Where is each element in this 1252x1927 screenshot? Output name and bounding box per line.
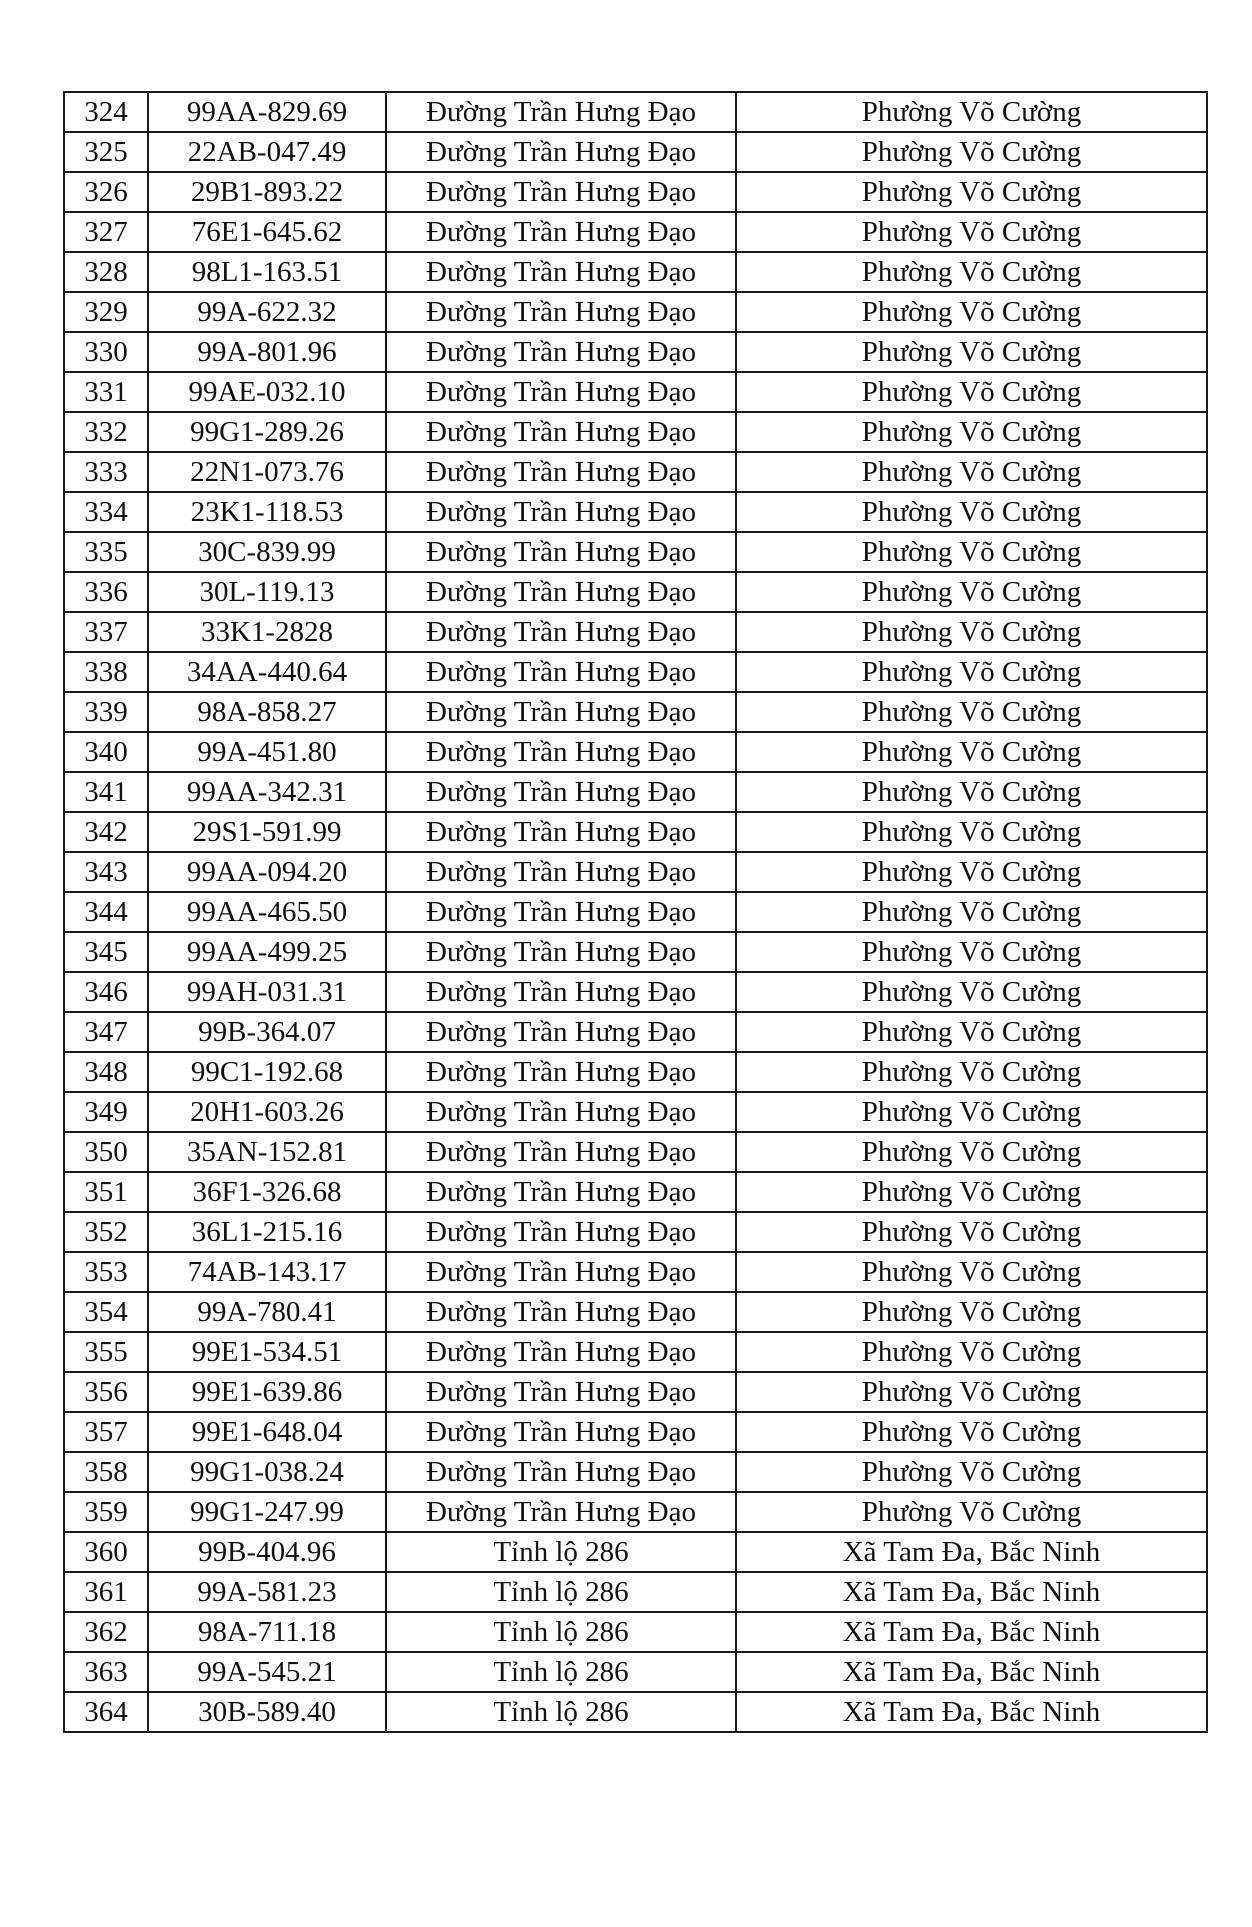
license-plate-cell: 99E1-639.86 [148, 1372, 386, 1412]
table-row [64, 1212, 1207, 1252]
ward-name-cell: Phường Võ Cường [736, 1332, 1207, 1372]
ward-name-cell: Phường Võ Cường [736, 212, 1207, 252]
road-name-cell: Đường Trần Hưng Đạo [386, 492, 736, 532]
row-number-cell: 330 [64, 332, 148, 372]
row-number-cell: 363 [64, 1652, 148, 1692]
ward-name-cell: Phường Võ Cường [736, 1372, 1207, 1412]
license-plate-cell: 99G1-038.24 [148, 1452, 386, 1492]
ward-name-cell: Phường Võ Cường [736, 1212, 1207, 1252]
row-number-cell: 343 [64, 852, 148, 892]
ward-name-cell: Xã Tam Đa, Bắc Ninh [736, 1612, 1207, 1652]
road-name-cell: Tỉnh lộ 286 [386, 1692, 736, 1732]
table-row [64, 1332, 1207, 1372]
license-plate-cell: 98L1-163.51 [148, 252, 386, 292]
license-plate-cell: 99G1-289.26 [148, 412, 386, 452]
table-row [64, 1492, 1207, 1532]
license-plate-cell: 99B-404.96 [148, 1532, 386, 1572]
license-plate-cell: 22AB-047.49 [148, 132, 386, 172]
ward-name-cell: Phường Võ Cường [736, 612, 1207, 652]
row-number-cell: 358 [64, 1452, 148, 1492]
license-plate-cell: 98A-858.27 [148, 692, 386, 732]
row-number-cell: 345 [64, 932, 148, 972]
violations-table [63, 91, 1208, 1733]
license-plate-cell: 99A-451.80 [148, 732, 386, 772]
table-row [64, 1092, 1207, 1132]
table-row [64, 972, 1207, 1012]
row-number-cell: 325 [64, 132, 148, 172]
road-name-cell: Đường Trần Hưng Đạo [386, 172, 736, 212]
row-number-cell: 326 [64, 172, 148, 212]
road-name-cell: Đường Trần Hưng Đạo [386, 332, 736, 372]
row-number-cell: 337 [64, 612, 148, 652]
ward-name-cell: Phường Võ Cường [736, 812, 1207, 852]
table-row [64, 1452, 1207, 1492]
row-number-cell: 353 [64, 1252, 148, 1292]
road-name-cell: Đường Trần Hưng Đạo [386, 1092, 736, 1132]
ward-name-cell: Xã Tam Đa, Bắc Ninh [736, 1572, 1207, 1612]
row-number-cell: 360 [64, 1532, 148, 1572]
row-number-cell: 359 [64, 1492, 148, 1532]
license-plate-cell: 29S1-591.99 [148, 812, 386, 852]
road-name-cell: Đường Trần Hưng Đạo [386, 692, 736, 732]
road-name-cell: Đường Trần Hưng Đạo [386, 892, 736, 932]
road-name-cell: Đường Trần Hưng Đạo [386, 652, 736, 692]
row-number-cell: 328 [64, 252, 148, 292]
ward-name-cell: Phường Võ Cường [736, 1292, 1207, 1332]
license-plate-cell: 30B-589.40 [148, 1692, 386, 1732]
table-row [64, 412, 1207, 452]
ward-name-cell: Xã Tam Đa, Bắc Ninh [736, 1652, 1207, 1692]
table-row [64, 612, 1207, 652]
ward-name-cell: Phường Võ Cường [736, 1412, 1207, 1452]
table-row [64, 1692, 1207, 1732]
road-name-cell: Đường Trần Hưng Đạo [386, 1132, 736, 1172]
road-name-cell: Đường Trần Hưng Đạo [386, 732, 736, 772]
license-plate-cell: 99A-780.41 [148, 1292, 386, 1332]
license-plate-cell: 76E1-645.62 [148, 212, 386, 252]
table-row [64, 372, 1207, 412]
table-row [64, 292, 1207, 332]
ward-name-cell: Phường Võ Cường [736, 1092, 1207, 1132]
road-name-cell: Tỉnh lộ 286 [386, 1612, 736, 1652]
row-number-cell: 338 [64, 652, 148, 692]
table-row [64, 1292, 1207, 1332]
ward-name-cell: Phường Võ Cường [736, 652, 1207, 692]
road-name-cell: Đường Trần Hưng Đạo [386, 1412, 736, 1452]
ward-name-cell: Phường Võ Cường [736, 292, 1207, 332]
ward-name-cell: Phường Võ Cường [736, 1492, 1207, 1532]
row-number-cell: 333 [64, 452, 148, 492]
table-row [64, 1012, 1207, 1052]
license-plate-cell: 20H1-603.26 [148, 1092, 386, 1132]
ward-name-cell: Phường Võ Cường [736, 332, 1207, 372]
table-row [64, 1412, 1207, 1452]
table-row [64, 1172, 1207, 1212]
license-plate-cell: 36L1-215.16 [148, 1212, 386, 1252]
ward-name-cell: Phường Võ Cường [736, 412, 1207, 452]
table-row [64, 1532, 1207, 1572]
license-plate-cell: 99A-581.23 [148, 1572, 386, 1612]
ward-name-cell: Phường Võ Cường [736, 852, 1207, 892]
ward-name-cell: Xã Tam Đa, Bắc Ninh [736, 1532, 1207, 1572]
row-number-cell: 324 [64, 92, 148, 132]
road-name-cell: Đường Trần Hưng Đạo [386, 572, 736, 612]
ward-name-cell: Phường Võ Cường [736, 1452, 1207, 1492]
license-plate-cell: 99A-801.96 [148, 332, 386, 372]
table-row [64, 772, 1207, 812]
table-row [64, 452, 1207, 492]
road-name-cell: Đường Trần Hưng Đạo [386, 452, 736, 492]
ward-name-cell: Phường Võ Cường [736, 692, 1207, 732]
table-row [64, 252, 1207, 292]
ward-name-cell: Phường Võ Cường [736, 1172, 1207, 1212]
row-number-cell: 356 [64, 1372, 148, 1412]
ward-name-cell: Phường Võ Cường [736, 1052, 1207, 1092]
license-plate-cell: 30L-119.13 [148, 572, 386, 612]
license-plate-cell: 99AA-094.20 [148, 852, 386, 892]
table-row [64, 332, 1207, 372]
table-row [64, 852, 1207, 892]
road-name-cell: Đường Trần Hưng Đạo [386, 532, 736, 572]
row-number-cell: 354 [64, 1292, 148, 1332]
ward-name-cell: Phường Võ Cường [736, 572, 1207, 612]
row-number-cell: 347 [64, 1012, 148, 1052]
license-plate-cell: 98A-711.18 [148, 1612, 386, 1652]
row-number-cell: 329 [64, 292, 148, 332]
ward-name-cell: Phường Võ Cường [736, 372, 1207, 412]
license-plate-cell: 99AA-829.69 [148, 92, 386, 132]
ward-name-cell: Xã Tam Đa, Bắc Ninh [736, 1692, 1207, 1732]
license-plate-cell: 35AN-152.81 [148, 1132, 386, 1172]
row-number-cell: 336 [64, 572, 148, 612]
road-name-cell: Đường Trần Hưng Đạo [386, 132, 736, 172]
table-row [64, 932, 1207, 972]
license-plate-cell: 30C-839.99 [148, 532, 386, 572]
road-name-cell: Đường Trần Hưng Đạo [386, 1372, 736, 1412]
license-plate-cell: 34AA-440.64 [148, 652, 386, 692]
license-plate-cell: 22N1-073.76 [148, 452, 386, 492]
road-name-cell: Đường Trần Hưng Đạo [386, 1292, 736, 1332]
table-row [64, 692, 1207, 732]
road-name-cell: Đường Trần Hưng Đạo [386, 812, 736, 852]
row-number-cell: 339 [64, 692, 148, 732]
license-plate-cell: 99B-364.07 [148, 1012, 386, 1052]
table-row [64, 1652, 1207, 1692]
road-name-cell: Đường Trần Hưng Đạo [386, 92, 736, 132]
ward-name-cell: Phường Võ Cường [736, 452, 1207, 492]
row-number-cell: 346 [64, 972, 148, 1012]
license-plate-cell: 23K1-118.53 [148, 492, 386, 532]
row-number-cell: 327 [64, 212, 148, 252]
table-row [64, 1132, 1207, 1172]
road-name-cell: Đường Trần Hưng Đạo [386, 1212, 736, 1252]
license-plate-cell: 29B1-893.22 [148, 172, 386, 212]
ward-name-cell: Phường Võ Cường [736, 1252, 1207, 1292]
road-name-cell: Đường Trần Hưng Đạo [386, 1252, 736, 1292]
road-name-cell: Đường Trần Hưng Đạo [386, 212, 736, 252]
ward-name-cell: Phường Võ Cường [736, 972, 1207, 1012]
row-number-cell: 335 [64, 532, 148, 572]
road-name-cell: Đường Trần Hưng Đạo [386, 1492, 736, 1532]
row-number-cell: 331 [64, 372, 148, 412]
license-plate-cell: 36F1-326.68 [148, 1172, 386, 1212]
road-name-cell: Tỉnh lộ 286 [386, 1532, 736, 1572]
license-plate-cell: 33K1-2828 [148, 612, 386, 652]
table-row [64, 132, 1207, 172]
ward-name-cell: Phường Võ Cường [736, 492, 1207, 532]
license-plate-cell: 99AA-499.25 [148, 932, 386, 972]
road-name-cell: Đường Trần Hưng Đạo [386, 372, 736, 412]
ward-name-cell: Phường Võ Cường [736, 532, 1207, 572]
license-plate-cell: 99AE-032.10 [148, 372, 386, 412]
table-row [64, 92, 1207, 132]
ward-name-cell: Phường Võ Cường [736, 732, 1207, 772]
table-row [64, 532, 1207, 572]
row-number-cell: 341 [64, 772, 148, 812]
row-number-cell: 362 [64, 1612, 148, 1652]
table-row [64, 812, 1207, 852]
road-name-cell: Tỉnh lộ 286 [386, 1572, 736, 1612]
ward-name-cell: Phường Võ Cường [736, 1132, 1207, 1172]
ward-name-cell: Phường Võ Cường [736, 132, 1207, 172]
table-row [64, 1252, 1207, 1292]
row-number-cell: 350 [64, 1132, 148, 1172]
table-body [64, 92, 1207, 1732]
road-name-cell: Đường Trần Hưng Đạo [386, 1332, 736, 1372]
table-row [64, 172, 1207, 212]
ward-name-cell: Phường Võ Cường [736, 172, 1207, 212]
license-plate-cell: 99E1-534.51 [148, 1332, 386, 1372]
ward-name-cell: Phường Võ Cường [736, 932, 1207, 972]
table-row [64, 1572, 1207, 1612]
license-plate-cell: 99C1-192.68 [148, 1052, 386, 1092]
road-name-cell: Đường Trần Hưng Đạo [386, 1052, 736, 1092]
license-plate-cell: 99AA-465.50 [148, 892, 386, 932]
row-number-cell: 352 [64, 1212, 148, 1252]
road-name-cell: Đường Trần Hưng Đạo [386, 252, 736, 292]
road-name-cell: Tỉnh lộ 286 [386, 1652, 736, 1692]
row-number-cell: 349 [64, 1092, 148, 1132]
table-row [64, 492, 1207, 532]
table-row [64, 892, 1207, 932]
license-plate-cell: 99AA-342.31 [148, 772, 386, 812]
row-number-cell: 332 [64, 412, 148, 452]
ward-name-cell: Phường Võ Cường [736, 252, 1207, 292]
row-number-cell: 355 [64, 1332, 148, 1372]
ward-name-cell: Phường Võ Cường [736, 1012, 1207, 1052]
table-row [64, 652, 1207, 692]
row-number-cell: 334 [64, 492, 148, 532]
road-name-cell: Đường Trần Hưng Đạo [386, 932, 736, 972]
table-row [64, 1612, 1207, 1652]
license-plate-cell: 74AB-143.17 [148, 1252, 386, 1292]
row-number-cell: 364 [64, 1692, 148, 1732]
ward-name-cell: Phường Võ Cường [736, 892, 1207, 932]
row-number-cell: 348 [64, 1052, 148, 1092]
road-name-cell: Đường Trần Hưng Đạo [386, 412, 736, 452]
table-row [64, 572, 1207, 612]
road-name-cell: Đường Trần Hưng Đạo [386, 852, 736, 892]
table-row [64, 1372, 1207, 1412]
road-name-cell: Đường Trần Hưng Đạo [386, 1012, 736, 1052]
table-row [64, 1052, 1207, 1092]
row-number-cell: 344 [64, 892, 148, 932]
road-name-cell: Đường Trần Hưng Đạo [386, 1172, 736, 1212]
row-number-cell: 342 [64, 812, 148, 852]
row-number-cell: 361 [64, 1572, 148, 1612]
license-plate-cell: 99E1-648.04 [148, 1412, 386, 1452]
road-name-cell: Đường Trần Hưng Đạo [386, 612, 736, 652]
row-number-cell: 351 [64, 1172, 148, 1212]
license-plate-cell: 99G1-247.99 [148, 1492, 386, 1532]
license-plate-cell: 99AH-031.31 [148, 972, 386, 1012]
row-number-cell: 340 [64, 732, 148, 772]
ward-name-cell: Phường Võ Cường [736, 92, 1207, 132]
row-number-cell: 357 [64, 1412, 148, 1452]
license-plate-cell: 99A-545.21 [148, 1652, 386, 1692]
road-name-cell: Đường Trần Hưng Đạo [386, 772, 736, 812]
road-name-cell: Đường Trần Hưng Đạo [386, 1452, 736, 1492]
road-name-cell: Đường Trần Hưng Đạo [386, 292, 736, 332]
table-row [64, 212, 1207, 252]
license-plate-cell: 99A-622.32 [148, 292, 386, 332]
ward-name-cell: Phường Võ Cường [736, 772, 1207, 812]
table-row [64, 732, 1207, 772]
road-name-cell: Đường Trần Hưng Đạo [386, 972, 736, 1012]
